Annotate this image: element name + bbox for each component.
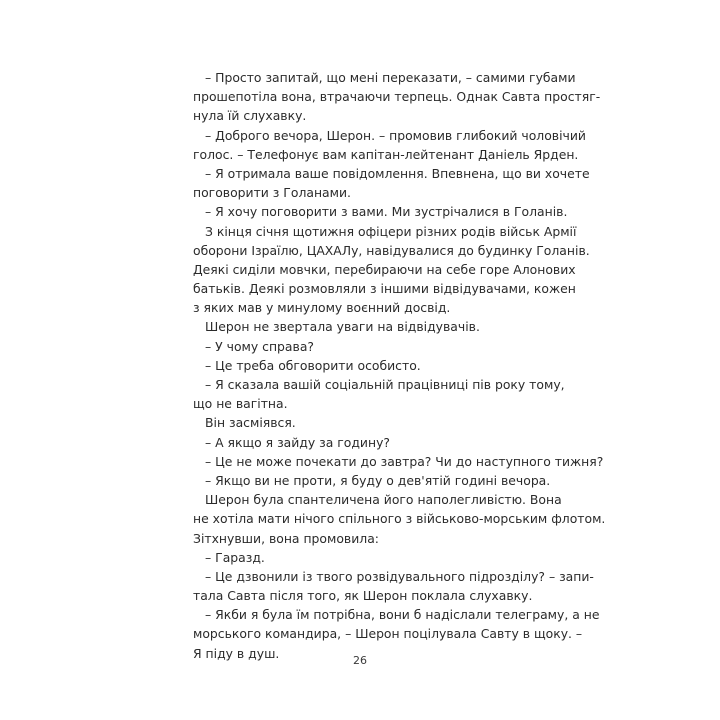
body-text	[193, 68, 606, 663]
text-line: – У чому справа?	[205, 338, 314, 354]
text-line: Він засміявся.	[205, 415, 296, 431]
text-line: не хотіла мати нічого спільного з військово-морським флотом.	[193, 511, 606, 527]
text-line: з яких мав у минулому воєнний досвід.	[193, 300, 451, 316]
text-line: Шерон була спантеличена його наполегливістю. Вона	[205, 492, 562, 508]
text-line: нула їй слухавку.	[193, 108, 307, 124]
text-line: – Доброго вечора, Шерон. – промовив глибокий чоловічий	[205, 127, 586, 143]
text-line: Я піду в душ.	[193, 645, 280, 661]
text-line: тала Савта після того, як Шерон поклала слухавку.	[193, 588, 533, 604]
text-line: морського командира, – Шерон поцілувала Савту в щоку. –	[193, 626, 583, 642]
text-line: Зітхнувши, вона промовила:	[193, 530, 379, 546]
text-line: – Якби я була їм потрібна, вони б надіслали телеграму, а не	[205, 607, 600, 623]
text-line: – А якщо я зайду за годину?	[205, 434, 390, 450]
text-line: – Я сказала вашій соціальній працівниці пів року тому,	[205, 377, 565, 392]
text-line: голос. – Телефонує вам капітан-лейтенант Даніель Ярден.	[193, 146, 579, 162]
text-line: – Це дзвонили із твого розвідувального підрозділу? – запи-	[205, 568, 594, 584]
text-line: поговорити з Голанами.	[193, 185, 351, 201]
text-line: оборони Ізраїлю, ЦАХАЛу, навідувалися до будинку Голанів.	[193, 242, 590, 258]
text-line: – Якщо ви не проти, я буду о дев'ятій годині вечора.	[205, 472, 551, 488]
text-line: – Гаразд.	[205, 549, 265, 565]
text-line: З кінця січня щотижня офіцери різних родів військ Армії	[205, 223, 577, 239]
page-number: 26	[353, 654, 367, 667]
text-line: батьків. Деякі розмовляли з іншими відвідувачами, кожен	[193, 281, 576, 297]
text-line: – Я хочу поговорити з вами. Ми зустрічалися в Голанів.	[205, 204, 568, 220]
text-line: – Просто запитай, що мені переказати, – самими губами	[205, 70, 576, 85]
text-line: Деякі сиділи мовчки, перебираючи на себе горе Алонових	[193, 261, 576, 277]
text-line: прошепотіла вона, втрачаючи терпець. Однак Савта простяг-	[193, 89, 601, 105]
text-line: Шерон не звертала уваги на відвідувачів.	[205, 319, 480, 335]
text-line: – Я отримала ваше повідомлення. Впевнена, що ви хочете	[205, 165, 590, 181]
text-line: що не вагітна.	[193, 396, 288, 412]
text-line: – Це треба обговорити особисто.	[205, 357, 421, 373]
text-line: – Це не може почекати до завтра? Чи до наступного тижня?	[205, 453, 604, 469]
